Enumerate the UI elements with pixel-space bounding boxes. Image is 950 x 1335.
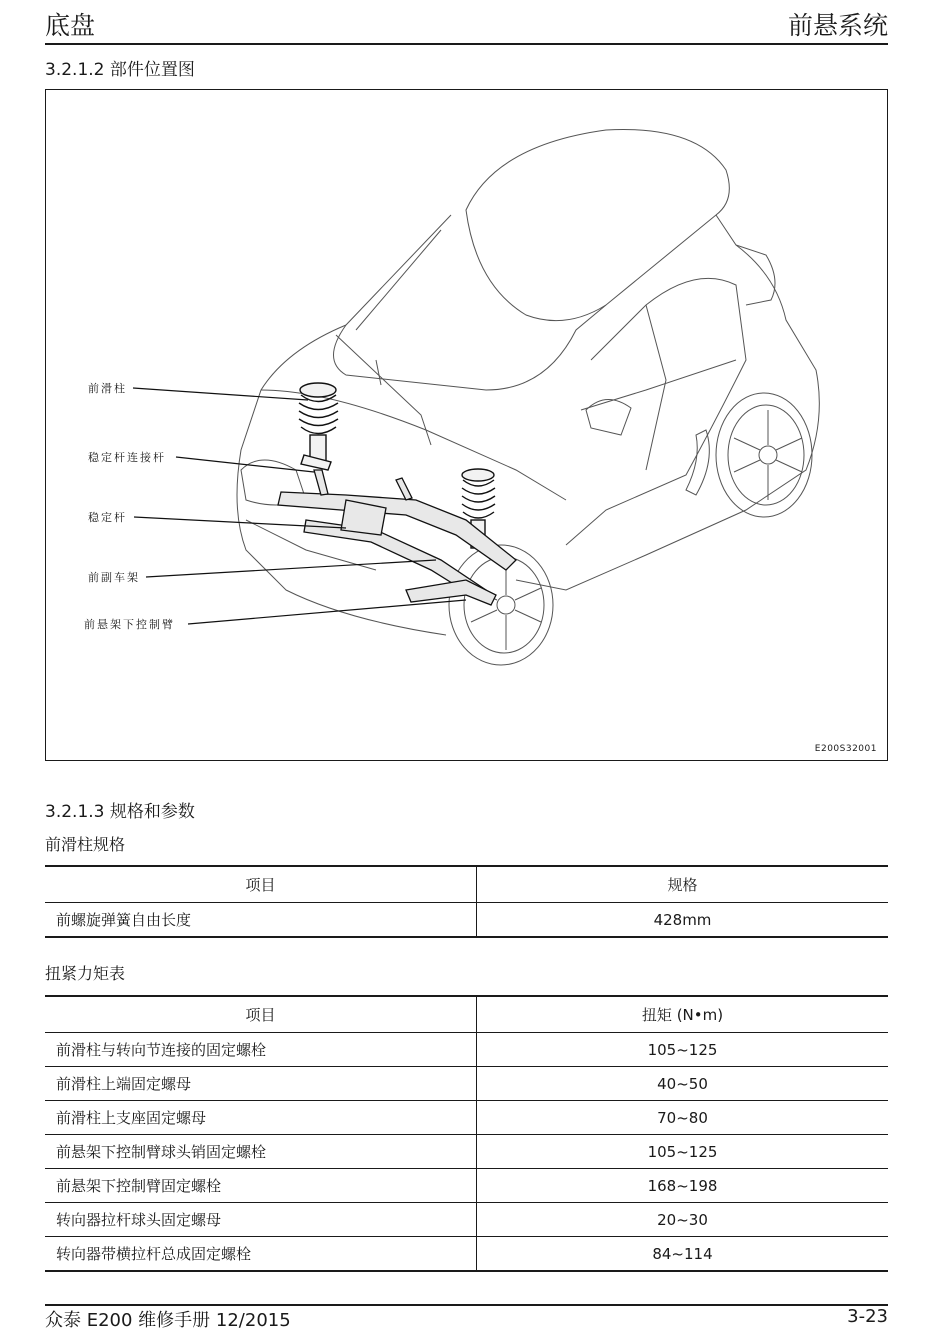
table-row [45, 1237, 888, 1272]
table-row [45, 1101, 888, 1135]
cell-item: 前滑柱上支座固定螺母 [45, 1101, 477, 1135]
column-header-item: 项目 [45, 996, 477, 1033]
table-row [45, 903, 888, 938]
manual-title: 众泰 E200 维修手册 12/2015 [45, 1310, 291, 1331]
cell-item: 前悬架下控制臂固定螺栓 [45, 1169, 477, 1203]
header-rule [45, 43, 888, 45]
table-row [45, 1135, 888, 1169]
cell-value: 105~125 [477, 1135, 889, 1169]
column-header-spec: 规格 [477, 866, 889, 903]
cell-value: 168~198 [477, 1169, 889, 1203]
section-name: 前悬系统 [787, 11, 888, 40]
component-location-figure [45, 89, 888, 761]
torque-table-title: 扭紧力矩表 [45, 964, 126, 983]
table-row [45, 1169, 888, 1203]
page-number: 3-23 [847, 1306, 888, 1327]
column-header-item: 项目 [45, 866, 477, 903]
cell-item: 转向器带横拉杆总成固定螺栓 [45, 1237, 477, 1272]
strut-spec-title: 前滑柱规格 [45, 835, 126, 854]
callout-stabilizer-bar: 稳定杆 [88, 511, 127, 524]
cell-item: 前悬架下控制臂球头销固定螺栓 [45, 1135, 477, 1169]
car-chassis-illustration [46, 90, 887, 760]
figure-code: E200S32001 [814, 744, 877, 754]
strut-spec-table [45, 865, 888, 938]
cell-item: 转向器拉杆球头固定螺母 [45, 1203, 477, 1237]
table-row [45, 1203, 888, 1237]
cell-value: 20~30 [477, 1203, 889, 1237]
specs-section-title: 3.2.1.3 规格和参数 [45, 802, 195, 822]
parts-section-title: 3.2.1.2 部件位置图 [45, 60, 195, 80]
callout-stabilizer-link: 稳定杆连接杆 [88, 451, 166, 464]
table-row [45, 1033, 888, 1067]
cell-value: 105~125 [477, 1033, 889, 1067]
cell-value: 40~50 [477, 1067, 889, 1101]
cell-value: 70~80 [477, 1101, 889, 1135]
callout-front-strut: 前滑柱 [88, 382, 127, 395]
cell-value: 428mm [477, 903, 889, 938]
chapter-title: 底盘 [45, 11, 96, 40]
table-header-row [45, 866, 888, 903]
column-header-torque: 扭矩 (N•m) [477, 996, 889, 1033]
table-row [45, 1067, 888, 1101]
cell-value: 84~114 [477, 1237, 889, 1272]
table-header-row [45, 996, 888, 1033]
callout-lower-control-arm: 前悬架下控制臂 [84, 618, 175, 631]
callout-front-subframe: 前副车架 [88, 571, 140, 584]
cell-item: 前滑柱与转向节连接的固定螺栓 [45, 1033, 477, 1067]
cell-item: 前螺旋弹簧自由长度 [45, 903, 477, 938]
cell-item: 前滑柱上端固定螺母 [45, 1067, 477, 1101]
torque-table [45, 995, 888, 1272]
